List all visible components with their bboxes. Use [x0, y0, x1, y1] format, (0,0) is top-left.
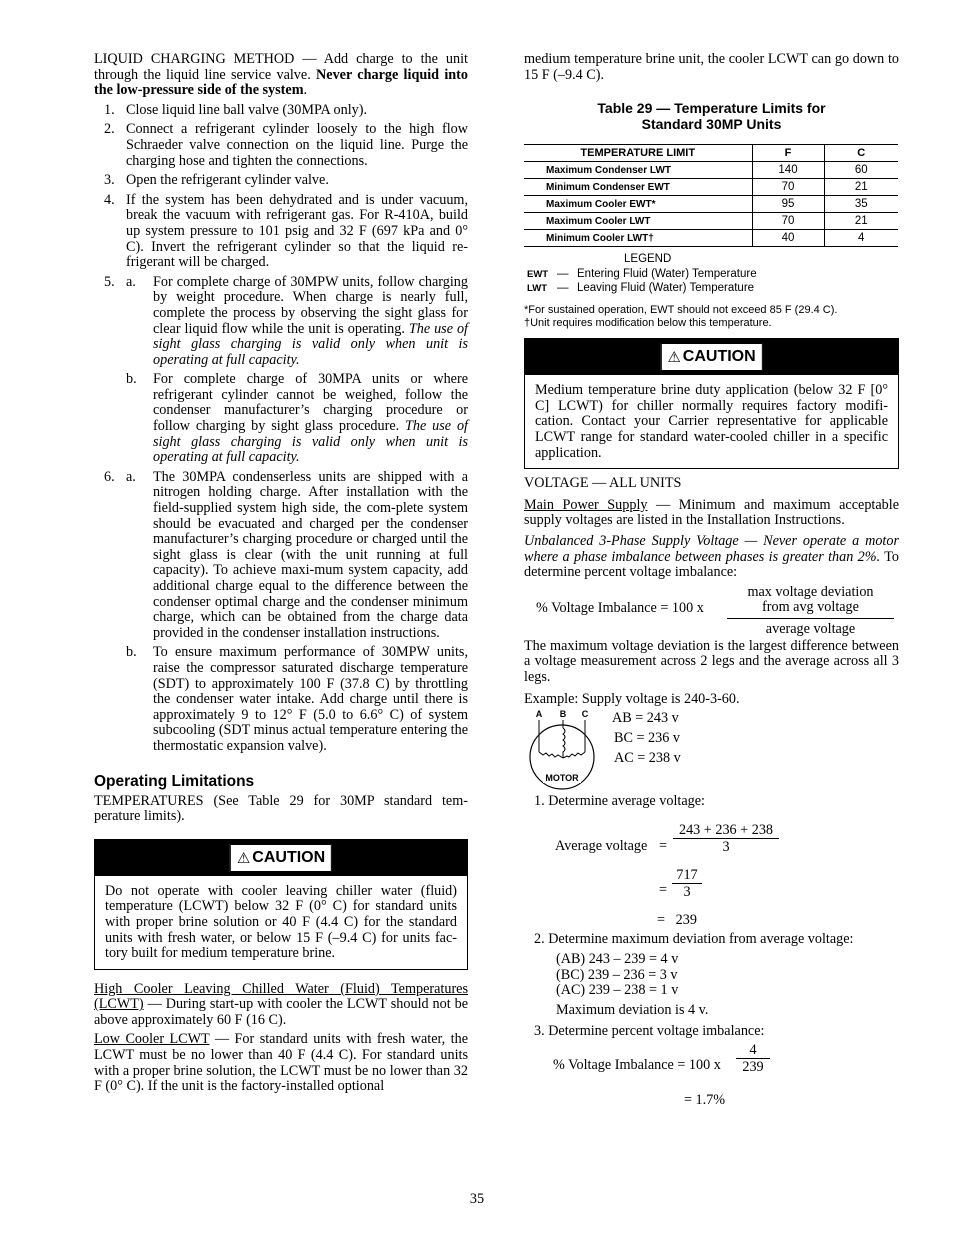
caution-badge: ⚠ CAUTION [230, 844, 332, 872]
table-title: Table 29 — Temperature Limits for Standard 30MP Units [597, 100, 826, 132]
table-footnotes: *For sustained operation, EWT should not exceed 85 F (29.4 C). †Unit requires modification below this temperature. [524, 304, 838, 330]
example-text: Example: Supply voltage is 240-3-60. [524, 690, 740, 707]
max-deviation-paragraph: The maximum voltage deviation is the largest difference between a voltage measurement across 2 legs and the average across all 3 legs. [524, 637, 899, 685]
caution-box-right [524, 338, 899, 469]
step-6a: 6. a. The 30MPA condenserless units are shipped with a nitrogen holding charge. After installation with the field-supplied system high side, the com-plete system should be evacuated and charged per the condenser manufacturer’s charging procedure or charged until the sight glass is clear (with the unit running at full capacity). To achieve maxi-mum system capacity, add additional charge equal to the difference between the condenser optimal charge and the condenser minimum charge, which can be obtained from the charge data provided in the condenser installation instructions. [104, 468, 468, 641]
page-number: 35 [469, 1191, 485, 1207]
deviation-list: (AB) 243 – 239 = 4 v (BC) 239 – 236 = 3 v (AC) 239 – 238 = 1 v Maximum deviation is 4 v. [556, 951, 709, 1018]
continued-text: medium temperature brine unit, the cooler LCWT can go down to 15 F (–9.4 C). [524, 51, 899, 83]
calc-step-2: 2. Determine maximum deviation from average voltage: [534, 930, 854, 947]
table-row: Minimum Condenser EWT 70 21 [524, 179, 898, 196]
imbalance-formula: % Voltage Imbalance = 100 x max voltage deviation from avg voltage average voltage [524, 585, 899, 635]
unbalanced-paragraph: Unbalanced 3-Phase Supply Voltage — Never operate a motor where a phase imbalance between phases is greater than 2%. To determine percent voltage imbalance: [524, 532, 899, 581]
table-header: TEMPERATURE LIMIT [524, 145, 752, 162]
motor-diagram [527, 708, 587, 790]
motor-label-a: A [535, 709, 543, 720]
legend-item: EWT — Entering Fluid (Water) Temperature [527, 268, 757, 281]
high-lcwt-paragraph: High Cooler Leaving Chilled Water (Fluid) Temperatures (LCWT) — During start-up with cooler the LCWT should not be above approximately 60 F (16 C). [94, 980, 468, 1028]
warning-triangle-icon: ⚠ [236, 849, 251, 867]
calc-step-1: 1. Determine average voltage: [534, 793, 705, 810]
table-header-row [524, 145, 898, 162]
caution-text: Medium temperature brine duty application (below 32 F [0° C] LCWT) for chiller normally requires factory modifi-cation. Contact your Carrier representative for applicable LCWT range for standard water-cooled chiller in a specific application. [535, 382, 888, 461]
motor-label-c: C [581, 709, 589, 720]
step-1: 1. Close liquid line ball valve (30MPA only). [104, 101, 368, 118]
average-calculation: Average voltage = 243 + 236 + 238 3 = 717 3 = 239 [524, 810, 899, 928]
legend-item: LWT — Leaving Fluid (Water) Temperature [527, 281, 755, 294]
caution-bar [95, 840, 467, 876]
low-lcwt-paragraph: Low Cooler LCWT — For standard units with fresh water, the LCWT must be no lower than 40 F (4.4 C). For standard units with a proper brine solution, the LCWT must be no lower than 32 F (0° C). If the unit is the factory-installed optional [94, 1031, 468, 1095]
caution-bar [525, 339, 898, 375]
voltage-list: AB = 243 v BC = 236 v AC = 238 v [612, 710, 681, 767]
operating-limitations-heading: Operating Limitations [94, 772, 255, 790]
table-row: Maximum Condenser LWT 140 60 [524, 162, 898, 179]
caution-box-left [94, 839, 468, 970]
liquid-charging-intro: LIQUID CHARGING METHOD — Add charge to the unit through the liquid line service valve. Never charge liquid into the low-pressure side of the system. [94, 51, 468, 99]
table-header: F [752, 145, 824, 162]
step-4: 4. If the system has been dehydrated and is under vacuum, break the vacuum with refrigerant gas. For R-410A, build up system pressure to 101 psig and 32 F (697 kPa and 0° C). Invert the refrigerant cylinder so that the liquid re-frigerant will be charged. [104, 191, 468, 271]
table-header: C [824, 145, 898, 162]
table-row: Maximum Cooler EWT* 95 35 [524, 196, 898, 213]
warning-triangle-icon: ⚠ [667, 349, 681, 367]
calc-step-3: 3. Determine percent voltage imbalance: [534, 1023, 765, 1040]
step-2: 2. Connect a refrigerant cylinder loosely to the high flow Schraeder valve connection on the liquid line. Purge the charging hose and tighten the connections. [104, 121, 468, 169]
temperatures-text: TEMPERATURES (See Table 29 for 30MP standard tem-perature limits). [94, 792, 468, 825]
step-3: 3. Open the refrigerant cylinder valve. [104, 172, 329, 189]
motor-label-b: B [559, 709, 567, 720]
final-calculation: % Voltage Imbalance = 100 x 4 239 = 1.7% [524, 1040, 899, 1100]
voltage-heading: VOLTAGE — ALL UNITS [524, 475, 682, 492]
temperature-limits-table [524, 144, 898, 247]
legend-title: LEGEND [624, 253, 672, 266]
table-row: Minimum Cooler LWT† 40 4 [524, 230, 898, 247]
caution-badge: ⚠ CAUTION [660, 343, 762, 371]
step-6b: b. To ensure maximum performance of 30MPW units, raise the compressor saturated discharge temperature (SDT) to approximately 100 F (37.8 C) by throttling the condenser water intake. Add charge until there is approximately 9 to 12° F (5.0 to 6.6° C) of system subcooling (SDT minus actual temperature entering the thermostatic expansion valve). [126, 644, 468, 754]
step-5b: b. For complete charge of 30MPA units or where refrigerant cylinder cannot be weighed, follow the condenser manufacturer’s charging procedure or follow charging by sight glass procedure. The use of sight glass charging is valid only when unit is operating at full capacity. [126, 371, 468, 466]
motor-example [524, 708, 899, 788]
table-row: Maximum Cooler LWT 70 21 [524, 213, 898, 230]
motor-text: MOTOR [545, 773, 579, 784]
right-column [524, 51, 899, 1108]
step-5a: 5. a. For complete charge of 30MPW units, follow charging by weight procedure. When charge is nearly full, complete the process by observing the sight glass for clear liquid flow while the unit is operating. The use of sight glass charging is valid only when unit is operating at full capacity. [104, 273, 468, 368]
left-column [94, 52, 468, 1095]
legend [524, 268, 899, 295]
caution-text: Do not operate with cooler leaving chiller water (fluid) temperature (LCWT) below 32 F (0° C) for standard units with proper brine solution or 40 F (4.4 C) for the standard units with fresh water, or below 15 F (–9.4 C) for units fac-tory built for medium temperature brine. [105, 882, 457, 962]
main-power-paragraph: Main Power Supply — Minimum and maximum acceptable supply voltages are listed in the Installation Instructions. [524, 496, 899, 529]
